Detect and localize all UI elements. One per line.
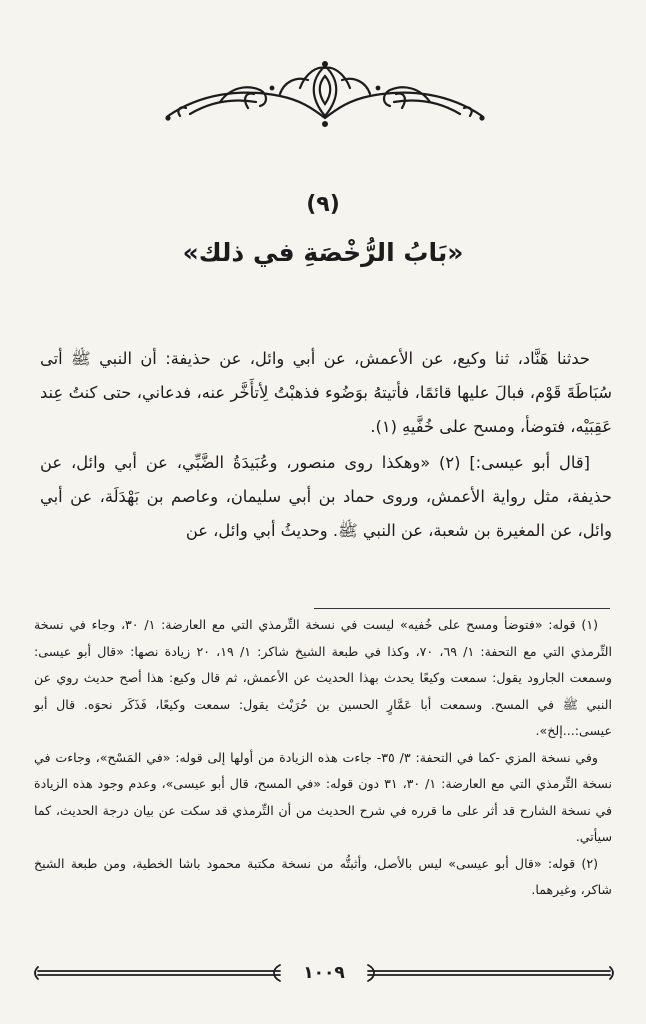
body-paragraph: [قال أبو عيسى:] (٢) «وهكذا روى منصور، وعُبَيدَةُ الضَّبِّي، عن أبي وائل، عن حذيفة، مثل رواية الأعمش، وروى حماد بن أبي سليمان، وعاصم بن بَهْدَلَة، عن أبي وائل، عن المغيرة بن شعبة، عن النبي ﷺ. وحديثُ أبي وائل، عن [40,453,612,540]
chapter-number: (٩) [306,192,340,217]
page-number: ١٠٠٩ [303,963,345,983]
decorative-header-ornament-icon [160,58,490,130]
body-paragraph: حدثنا هَنَّاد، ثنا وكيع، عن الأعمش، عن أبي وائل، عن حذيفة: أن النبي ﷺ أتى سُبَاطَةَ قَوْم، فبالَ عليها قائمًا، فأتيتهُ بوَضُوء فذهبْتُ لِأتأَخَّر عنه، فدعاني، حتى كنتُ عِند عَقِبَيْه، فتوضأ، ومسح على خُفَّيهِ (١). [40,349,612,436]
footnotes [34,612,612,904]
chapter-title: «بَابُ الرُّخْصَةِ في ذلك» [182,238,464,267]
main-text [40,342,612,550]
page-footer [34,955,614,991]
footnote: (١) قوله: «فتوضأ ومسح على خُفيه» ليست في نسخة التِّرمذي التي مع العارضة: ١/ ٣٠، وجاء في نسخة التِّرمذي التي مع التحفة: ١/ ٦٩، ٧٠، وكذا في طبعة الشيخ شاكر: ١/ ١٩، ٢٠ زيادة نصها: «قال أبو عيسى: وسمعت الجارود يقول: سمعت وكيعًا يحدث بهذا الحديث عن الأعمش، ثم قال وكيع: هذا أصح حديث روي عن النبي ﷺ في المسح. وسمعت أبا عَمَّارٍ الحسين بن حُرَيْث يقول: سمعت وكيعًا، فَذَكَر نحوَه. قال أبو عيسى:...إلخ». [34,617,612,738]
footnote-divider [314,608,610,609]
footnote: (٢) قوله: «قال أبو عيسى» ليس بالأصل، وأثبتُّه من نسخة مكتبة محمود باشا الخطية، ومن طبعة الشيخ شاكر، وغيرهما. [34,855,612,897]
footnote: وفي نسخة المزي -كما في التحفة: ٣/ ٣٥- جاءت هذه الزيادة من أولها إلى قوله: «في المَسْح»، وجاءت في نسخة التِّرمذي التي مع العارضة: ١/ ٣٠، ٣١ دون قوله: «في المسح، قال أبو عيسى»، وعدم وجود هذه الزيادة في نسخة الشارح قد أثر على ما قرره في شرح الحديث من أن التِّرمذي قد سكت عن بيان درجة الحديث، كما سيأتي. [34,749,612,844]
